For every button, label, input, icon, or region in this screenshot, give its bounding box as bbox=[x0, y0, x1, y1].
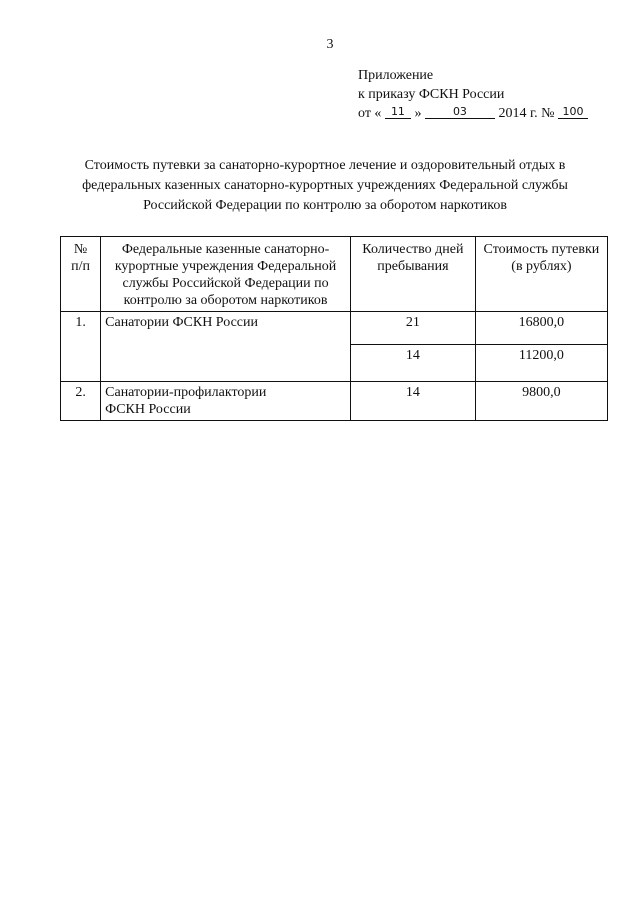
title-line-3: Российской Федерации по контролю за оборотом наркотиков bbox=[143, 198, 507, 213]
row-days: 14 bbox=[350, 382, 475, 421]
row-number: 2. bbox=[61, 382, 101, 421]
table-row bbox=[61, 382, 608, 421]
header-days-line: Количество дней bbox=[362, 242, 464, 257]
row-name-line: ФСКН России bbox=[105, 402, 191, 417]
row-name-line: Санатории-профилактории bbox=[105, 385, 267, 400]
header-cost-line: (в рублях) bbox=[511, 259, 572, 274]
title-line-2: федеральных казенных санаторно-курортных учреждениях Федеральной службы bbox=[82, 178, 568, 193]
order-number: 100 bbox=[558, 106, 588, 119]
date-day-close: » bbox=[414, 106, 422, 121]
row-name bbox=[101, 312, 351, 382]
header-num bbox=[61, 237, 101, 312]
header-name-line: курортные учреждения Федеральной bbox=[114, 259, 337, 274]
row-name bbox=[101, 382, 351, 421]
appendix-order-ref: к приказу ФСКН России bbox=[358, 87, 505, 102]
appendix-label: Приложение bbox=[358, 68, 434, 83]
header-num-line: № bbox=[73, 242, 88, 257]
header-days bbox=[350, 237, 475, 312]
cost-table bbox=[60, 236, 608, 421]
date-year: 2014 г. № bbox=[498, 106, 555, 121]
row-number: 1. bbox=[61, 312, 101, 382]
header-name-line: Федеральные казенные санаторно- bbox=[121, 242, 330, 257]
row-cost: 11200,0 bbox=[475, 345, 607, 382]
appendix-block bbox=[358, 66, 588, 123]
row-name-line: Санатории ФСКН России bbox=[105, 315, 258, 330]
appendix-date-line bbox=[358, 104, 588, 123]
header-name-line: контролю за оборотом наркотиков bbox=[123, 293, 328, 308]
row-cost: 9800,0 bbox=[475, 382, 607, 421]
header-name bbox=[101, 237, 351, 312]
date-month: 03 bbox=[425, 106, 495, 119]
row-days: 21 bbox=[350, 312, 475, 345]
row-cost: 16800,0 bbox=[475, 312, 607, 345]
date-day: 11 bbox=[385, 106, 411, 119]
table-row bbox=[61, 312, 608, 345]
date-prefix: от « bbox=[358, 106, 382, 121]
header-num-line: п/п bbox=[71, 259, 90, 274]
header-days-line: пребывания bbox=[377, 259, 449, 274]
header-cost-line: Стоимость путевки bbox=[483, 242, 600, 257]
header-name-line: службы Российской Федерации по bbox=[122, 276, 329, 291]
table-header-row bbox=[61, 237, 608, 312]
title-line-1: Стоимость путевки за санаторно-курортное лечение и оздоровительный отдых в bbox=[84, 158, 566, 173]
header-cost bbox=[475, 237, 607, 312]
document-title bbox=[60, 156, 590, 216]
row-days: 14 bbox=[350, 345, 475, 382]
page-number: 3 bbox=[326, 37, 334, 52]
